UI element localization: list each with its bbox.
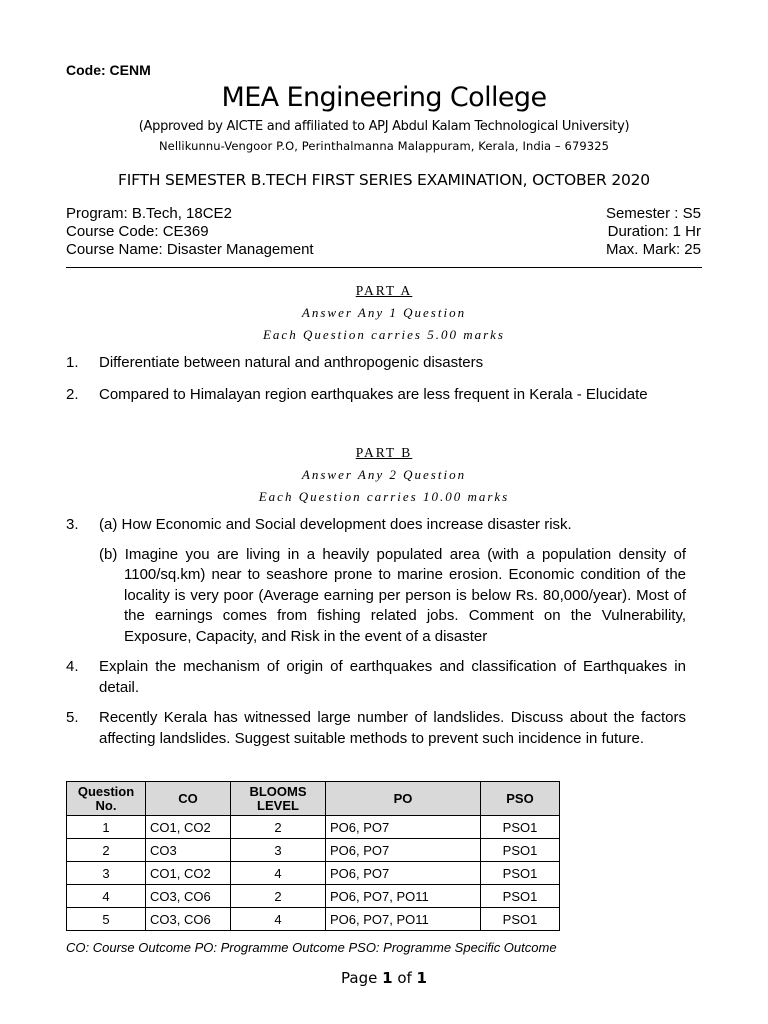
course-meta-right xyxy=(606,205,701,259)
part-a-instruction: Answer Any 1 Question xyxy=(301,305,467,320)
question-text: Differentiate between natural and anthropogenic disasters xyxy=(99,354,484,371)
course-code: Course Code: CE369 xyxy=(66,223,209,240)
cell-po: PO6, PO7, PO11 xyxy=(326,908,481,931)
course-name: Course Name: Disaster Management xyxy=(66,241,314,258)
cell-pso: PSO1 xyxy=(481,839,560,862)
college-address: Nellikunnu-Vengoor P.O, Perinthalmanna Malappuram, Kerala, India – 679325 xyxy=(158,139,610,153)
cell-blooms-level: 2 xyxy=(231,816,326,839)
question-number: 3. xyxy=(66,516,79,533)
cell-co: CO3, CO6 xyxy=(146,885,231,908)
question-number: 1. xyxy=(66,354,79,371)
cell-question-no: 3 xyxy=(67,862,146,885)
exam-title: FIFTH SEMESTER B.TECH FIRST SERIES EXAMINATION, OCTOBER 2020 xyxy=(118,171,650,189)
question-text: Compared to Himalayan region earthquakes are less frequent in Kerala - Elucidate xyxy=(99,386,648,403)
question-2 xyxy=(66,385,686,406)
college-name: MEA Engineering College xyxy=(221,82,547,113)
question-text: Explain the mechanism of origin of earthquakes and classification of Earthquakes in detail. xyxy=(99,658,686,696)
cell-po: PO6, PO7 xyxy=(326,816,481,839)
part-a-title: PART A xyxy=(355,283,413,298)
cell-pso: PSO1 xyxy=(481,816,560,839)
part-a-marks: Each Question carries 5.00 marks xyxy=(262,327,505,342)
table-row xyxy=(67,862,560,885)
question-3 xyxy=(66,515,686,647)
part-b-marks: Each Question carries 10.00 marks xyxy=(258,489,510,504)
approval-line: (Approved by AICTE and affiliated to APJ Abdul Kalam Technological University) xyxy=(138,119,630,134)
cell-pso: PSO1 xyxy=(481,908,560,931)
question-3a-text: (a) How Economic and Social development does increase disaster risk. xyxy=(99,516,572,533)
co-po-mapping-table xyxy=(66,781,560,931)
header-blooms-level: BLOOMS LEVEL xyxy=(231,782,326,816)
cell-co: CO1, CO2 xyxy=(146,862,231,885)
question-5 xyxy=(66,708,686,749)
header-co: CO xyxy=(146,782,231,816)
program: Program: B.Tech, 18CE2 xyxy=(66,205,232,222)
question-number: 4. xyxy=(66,658,79,675)
header-po: PO xyxy=(326,782,481,816)
table-row xyxy=(67,839,560,862)
header-pso: PSO xyxy=(481,782,560,816)
part-b-instruction: Answer Any 2 Question xyxy=(301,467,467,482)
table-row xyxy=(67,816,560,839)
cell-question-no: 4 xyxy=(67,885,146,908)
max-mark: Max. Mark: 25 xyxy=(605,241,701,258)
cell-blooms-level: 4 xyxy=(231,862,326,885)
cell-po: PO6, PO7, PO11 xyxy=(326,885,481,908)
cell-blooms-level: 4 xyxy=(231,908,326,931)
duration: Duration: 1 Hr xyxy=(607,223,701,240)
cell-pso: PSO1 xyxy=(481,862,560,885)
question-1 xyxy=(66,353,686,374)
cell-question-no: 2 xyxy=(67,839,146,862)
question-3b-text: (b) Imagine you are living in a heavily populated area (with a population density of 1100/sq.km) near to seashore prone to marine erosion. Economic condition of the locality is very poor (Average earning per person is below Rs. 80,000/year). Most of the earnings comes from fishing related jobs. Comment on the Vulnerability, Exposure, Capacity, and Risk in the event of a disaster xyxy=(99,545,686,645)
cell-question-no: 1 xyxy=(67,816,146,839)
table-header-row xyxy=(67,782,560,816)
question-text: Recently Kerala has witnessed large number of landslides. Discuss about the factors affecting landslides. Suggest suitable methods to prevent such incidence in future. xyxy=(99,709,686,747)
cell-co: CO3, CO6 xyxy=(146,908,231,931)
cell-blooms-level: 3 xyxy=(231,839,326,862)
cell-po: PO6, PO7 xyxy=(326,862,481,885)
cell-po: PO6, PO7 xyxy=(326,839,481,862)
semester: Semester : S5 xyxy=(605,205,701,222)
header-divider xyxy=(66,267,702,268)
table-footnote: CO: Course Outcome PO: Programme Outcome PSO: Programme Specific Outcome xyxy=(66,940,557,955)
cell-co: CO1, CO2 xyxy=(146,816,231,839)
header-question-no: Question No. xyxy=(67,782,146,816)
cell-blooms-level: 2 xyxy=(231,885,326,908)
page-number: Page 1 of 1 xyxy=(341,969,427,987)
table-row xyxy=(67,908,560,931)
question-4 xyxy=(66,657,686,698)
cell-question-no: 5 xyxy=(67,908,146,931)
cell-pso: PSO1 xyxy=(481,885,560,908)
question-number: 2. xyxy=(66,386,79,403)
part-b-title: PART B xyxy=(355,445,413,460)
cell-co: CO3 xyxy=(146,839,231,862)
table-row xyxy=(67,885,560,908)
exam-code: Code: CENM xyxy=(66,62,151,78)
question-number: 5. xyxy=(66,709,79,726)
course-meta-left xyxy=(66,205,314,259)
